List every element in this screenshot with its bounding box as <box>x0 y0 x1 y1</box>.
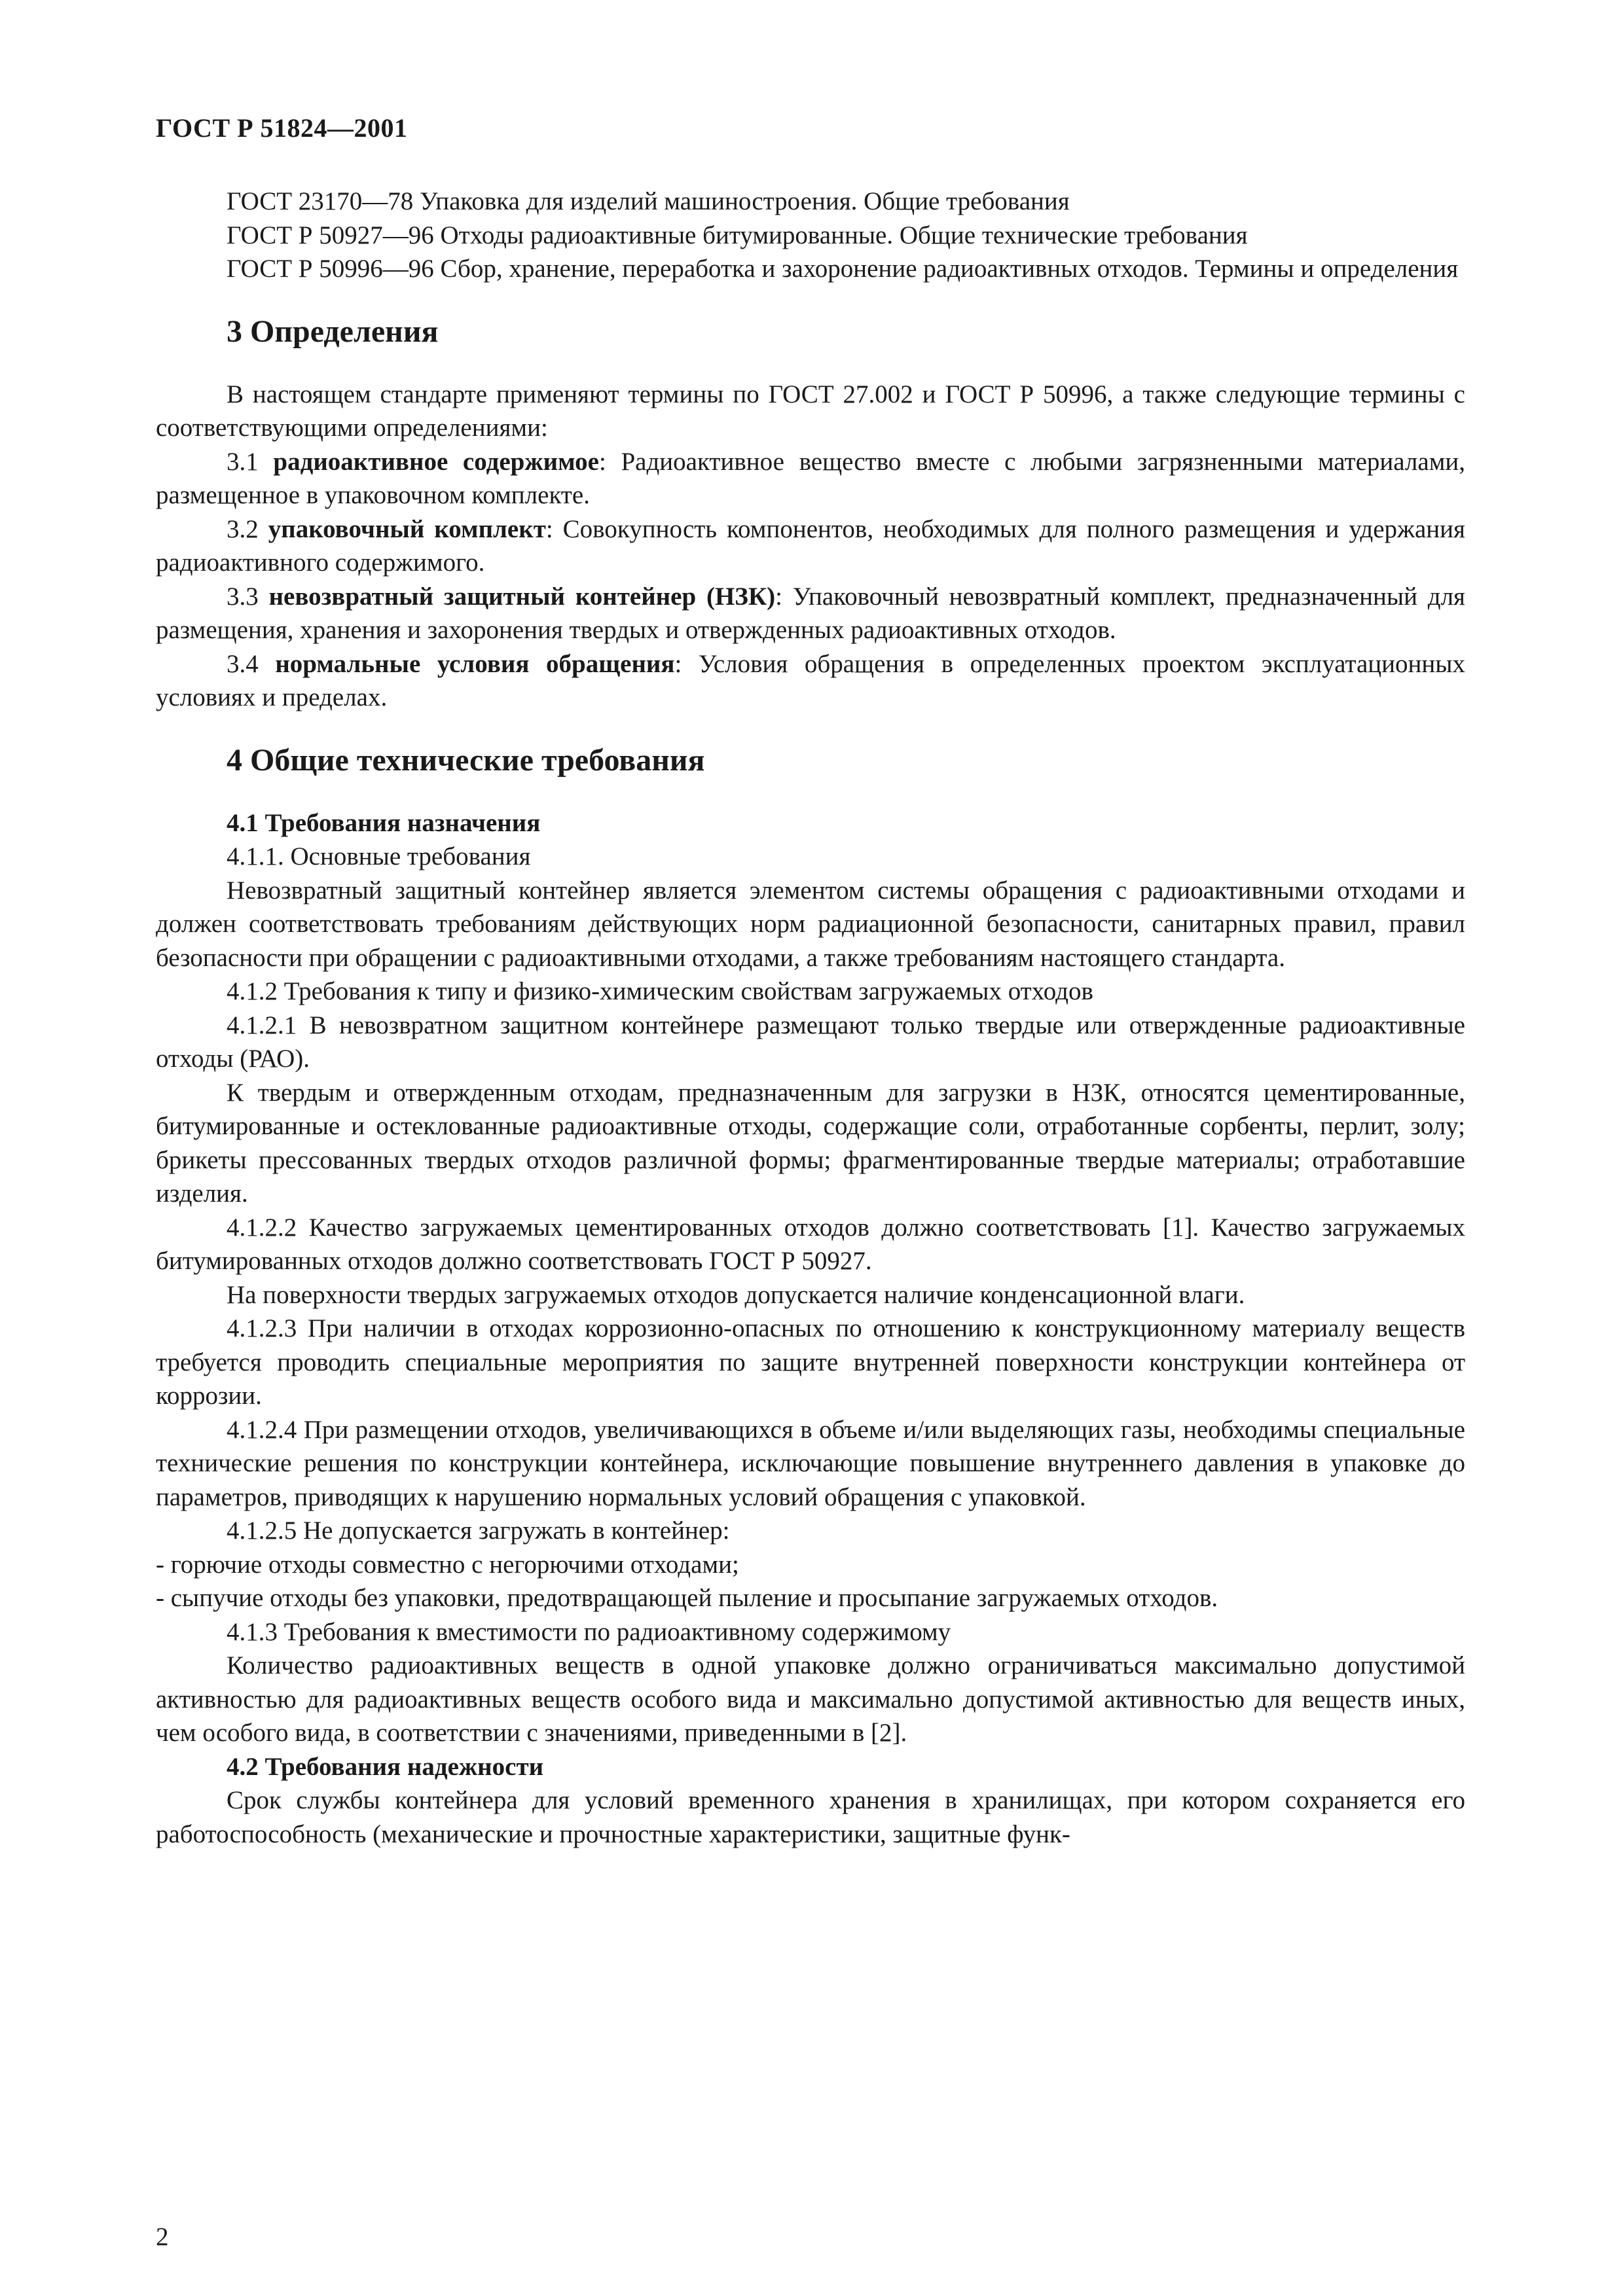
clause-4-1-1: 4.1.1. Основные требования <box>227 842 531 870</box>
paragraph: Количество радиоактивных веществ в одной упаковке должно ограничиваться максимально допустимой активностью для радиоактивных веществ особого вида и максимально допустимой активностью для веществ иных, чем особого вида, в соответствии с значениями, приведенными в [2]. <box>156 1651 1465 1747</box>
definition-number: 3.1 <box>227 447 274 476</box>
definition-term: радиоактивное содержимое <box>273 447 599 476</box>
definition-text: : Совокупность компонентов, необходимых для полного размещения и удержания радиоактивного содержимого. <box>156 514 1465 577</box>
definition-number: 3.2 <box>227 514 268 543</box>
clause-4-1-2-5: 4.1.2.5 Не допускается загружать в контейнер: <box>227 1516 730 1545</box>
clause-4-1-2: 4.1.2 Требования к типу и физико-химическим свойствам загружаемых отходов <box>227 977 1093 1005</box>
definition-text: : Условия обращения в определенных проектом эксплуатационных условиях и пределах. <box>156 649 1465 711</box>
definition-3-4 <box>156 647 1465 715</box>
paragraph: Невозвратный защитный контейнер является элементом системы обращения с радиоактивными отходами и должен соответствовать требованиям действующих норм радиационной безопасности, санитарных правил, правил безопасности при обращении с радиоактивными отходами, а также требованиям настоящего стандарта. <box>156 876 1465 972</box>
paragraph: К твердым и отвержденным отходам, предназначенным для загрузки в НЗК, относятся цементированные, битумированные и остеклованные радиоактивные отходы, содержащие соли, отработанные сорбенты, перлит, золу; брикеты прессованных твердых отходов различной формы; фрагментированные твердые материалы; отработавшие изделия. <box>156 1078 1465 1208</box>
section-3-heading: 3 Определения <box>227 314 439 349</box>
subsection-4-2-heading: 4.2 Требования надежности <box>227 1752 544 1781</box>
clause-4-1-2-4: 4.1.2.4 При размещении отходов, увеличивающихся в объеме и/или выделяющих газы, необходимы специальные технические решения по конструкции контейнера, исключающие повышение внутреннего давления в упаковке до параметров, приводящих к нарушению нормальных условий обращения с упаковкой. <box>156 1415 1465 1511</box>
reference-line: ГОСТ 23170—78 Упаковка для изделий машиностроения. Общие требования <box>227 187 1070 215</box>
clause-4-1-2-3: 4.1.2.3 При наличии в отходах коррозионно-опасных по отношению к конструкционному материалу веществ требуется проводить специальные мероприятия по защите внутренней поверхности конструкции контейнера от коррозии. <box>156 1314 1465 1410</box>
definition-number: 3.4 <box>227 649 276 678</box>
reference-line: ГОСТ Р 50996—96 Сбор, хранение, переработка и захоронение радиоактивных отходов. Термины и определения <box>227 255 1459 283</box>
definition-3-2 <box>156 512 1465 580</box>
definition-term: нормальные условия обращения <box>275 649 675 678</box>
definition-term: невозвратный защитный контейнер (НЗК) <box>268 582 776 611</box>
definition-3-3 <box>156 580 1465 647</box>
definition-text: : Радиоактивное вещество вместе с любыми загрязненными материалами, размещенное в упаковочном комплекте. <box>156 447 1465 509</box>
clause-4-1-3: 4.1.3 Требования к вместимости по радиоактивному содержимому <box>227 1617 951 1646</box>
subsection-4-1-heading: 4.1 Требования назначения <box>227 808 541 837</box>
definition-number: 3.3 <box>227 582 269 611</box>
section-3-intro: В настоящем стандарте применяют термины по ГОСТ 27.002 и ГОСТ Р 50996, а также следующие термины с соответствующими определениями: <box>156 380 1465 442</box>
reference-line: ГОСТ Р 50927—96 Отходы радиоактивные битумированные. Общие технические требования <box>227 221 1248 249</box>
clause-4-1-2-1: 4.1.2.1 В невозвратном защитном контейнере размещают только твердые или отвержденные радиоактивные отходы (РАО). <box>156 1011 1465 1073</box>
definition-3-1 <box>156 445 1465 512</box>
definition-term: упаковочный комплект <box>268 514 546 543</box>
definition-text: : Упаковочный невозвратный комплект, предназначенный для размещения, хранения и захоронения твердых и отвержденных радиоактивных отходов. <box>156 582 1465 644</box>
section-4-heading: 4 Общие технические требования <box>227 742 705 778</box>
page-number: 2 <box>156 2223 169 2251</box>
document-header: ГОСТ Р 51824—2001 <box>156 113 408 143</box>
clause-4-1-2-2: 4.1.2.2 Качество загружаемых цементированных отходов должно соответствовать [1]. Качество загружаемых битумированных отходов должно соответствовать ГОСТ Р 50927. <box>156 1213 1465 1275</box>
paragraph: Срок службы контейнера для условий временного хранения в хранилищах, при котором сохраняется его работоспособность (механические и прочностные характеристики, защитные функ- <box>156 1786 1465 1848</box>
dash-list-item: - сыпучие отходы без упаковки, предотвращающей пыление и просыпание загружаемых отходов. <box>156 1584 1218 1612</box>
paragraph: На поверхности твердых загружаемых отходов допускается наличие конденсационной влаги. <box>227 1280 1245 1309</box>
document-body <box>156 185 1465 1851</box>
dash-list-item: - горючие отходы совместно с негорючими отходами; <box>156 1550 739 1579</box>
